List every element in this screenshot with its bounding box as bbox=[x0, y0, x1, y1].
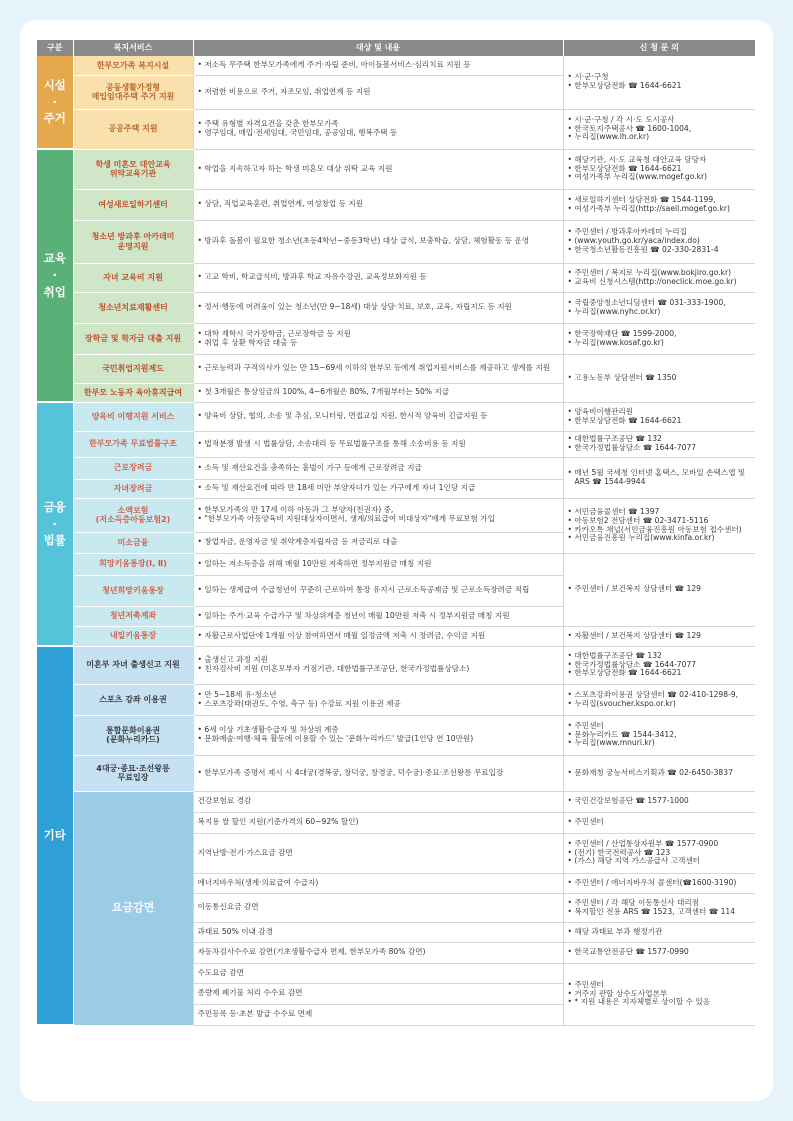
service-name bbox=[73, 715, 193, 755]
apply-info bbox=[563, 646, 755, 684]
service-content bbox=[193, 755, 563, 791]
fee-reduction-label bbox=[73, 791, 193, 1025]
header-category: 구분 bbox=[37, 40, 73, 56]
text-line: • 누리집(svoucher.kspo.or.kr) bbox=[568, 700, 752, 709]
text-line: • 법적분쟁 발생 시 법률상담, 소송대리 등 무료법률구조를 통해 소송비용 등 지원 bbox=[198, 440, 559, 449]
category-cell bbox=[37, 149, 73, 402]
text-line: • (가스) 해당 지역 가스공급사 고객센터 bbox=[568, 857, 752, 866]
service-content bbox=[193, 684, 563, 715]
service-name bbox=[73, 431, 193, 457]
text-line: • 방과후 돌봄이 필요한 청소년(초등4학년~중등3학년) 대상 급식, 보충학습, 상담, 체험활동 등 운영 bbox=[198, 237, 559, 246]
text-line: • 국립중앙청소년디딤센터 ☎ 031-333-1900, bbox=[568, 299, 752, 308]
welfare-table bbox=[37, 40, 755, 1026]
text-line: • 해당기관, 시·도 교육청 대안교육 담당자 bbox=[568, 156, 752, 165]
service-name bbox=[73, 189, 193, 220]
table-row bbox=[37, 323, 755, 354]
apply-info bbox=[563, 402, 755, 431]
service-name bbox=[73, 354, 193, 383]
table-row bbox=[37, 553, 755, 575]
text-line: • 여성가족부 누리집(www.mogef.go.kr) bbox=[568, 173, 752, 182]
text-line: • 한부모상담전화 ☎ 1644-6621 bbox=[568, 669, 752, 678]
text-line: 자녀 교육비 지원 bbox=[103, 272, 163, 282]
service-content bbox=[193, 149, 563, 189]
service-content bbox=[193, 263, 563, 292]
text-line: • 주민센터 bbox=[568, 818, 752, 827]
service-content bbox=[193, 575, 563, 606]
text-line: 한부모 노동자 육아휴직급여 bbox=[83, 387, 183, 397]
text-line: 통합문화이용권 bbox=[105, 725, 161, 735]
service-name bbox=[73, 684, 193, 715]
category-cell bbox=[37, 56, 73, 149]
text-line: • 일하는 저소득층을 위해 매월 10만원 저축하면 정부지원금 매칭 지원 bbox=[198, 560, 559, 569]
text-line: • 한국가정법률상담소 ☎ 1644-7077 bbox=[568, 661, 752, 670]
text-line: 공공주택 지원 bbox=[108, 124, 158, 134]
text-line: • 여성가족부 누리집(http://saeil.mogef.go.kr) bbox=[568, 205, 752, 214]
text-line: · bbox=[52, 94, 57, 109]
fee-item: 과태료 50% 이내 감경 bbox=[193, 922, 563, 942]
text-line: • 출생신고 과정 지원 bbox=[198, 656, 559, 665]
text-line: 청년저축계좌 bbox=[109, 611, 157, 621]
text-line: • 6세 이상 기초생활수급자 및 차상위 계층 bbox=[198, 726, 559, 735]
service-name bbox=[73, 323, 193, 354]
apply-info bbox=[563, 189, 755, 220]
text-line: • 매년 5월 국세청 인터넷 홈택스, 모바일 손택스앱 및 ARS ☎ 1544-9944 bbox=[568, 469, 752, 487]
service-content bbox=[193, 323, 563, 354]
apply-info bbox=[563, 149, 755, 189]
text-line: • 한부모가족 증명서 제시 시 4대궁(경복궁, 창덕궁, 창경궁, 덕수궁)·종묘·조선왕릉 무료입장 bbox=[198, 769, 559, 778]
service-content bbox=[193, 715, 563, 755]
apply-info bbox=[563, 56, 755, 109]
service-content bbox=[193, 189, 563, 220]
text-line: 위탁교육기관 bbox=[109, 169, 157, 178]
text-line: 한부모가족 복지시설 bbox=[96, 60, 170, 70]
text-line: 양육비 이행지원 서비스 bbox=[91, 411, 175, 421]
text-line: 한부모가족 무료법률구조 bbox=[89, 439, 177, 449]
text-line: • 근로능력과 구직의사가 있는 만 15~69세 이하의 한부모 등에게 취업지원서비스를 제공하고 생계를 지원 bbox=[198, 364, 559, 373]
service-name bbox=[73, 149, 193, 189]
apply-info bbox=[563, 755, 755, 791]
service-name bbox=[73, 606, 193, 626]
text-line: • 저렴한 비용으로 주거, 자조모임, 취업연계 등 지원 bbox=[198, 88, 559, 97]
text-line: • 한부모상담전화 ☎ 1644-6621 bbox=[568, 417, 752, 426]
apply-info bbox=[563, 833, 755, 873]
table-row bbox=[37, 457, 755, 479]
service-name bbox=[73, 553, 193, 575]
text-line: • 국민건강보험공단 ☎ 1577-1000 bbox=[568, 797, 752, 806]
table-row bbox=[37, 431, 755, 457]
service-content bbox=[193, 56, 563, 75]
text-line: • 새로일하기센터 상담전화 ☎ 1544-1199, bbox=[568, 196, 752, 205]
fee-item: 종량제 폐기물 처리 수수료 감면 bbox=[193, 983, 563, 1004]
fee-item: 자동차검사수수료 감면(기초생활수급자 면제, 한부모가족 80% 감면) bbox=[193, 942, 563, 963]
text-line: 매입임대주택 주거 지원 bbox=[91, 92, 175, 101]
table-row bbox=[37, 189, 755, 220]
text-line: • (www.youth.go.kr/yaca/index.do) bbox=[568, 237, 752, 246]
text-line: • 거주지 관할 상수도사업본부 bbox=[568, 990, 752, 999]
text-line: • 스포츠강좌이용권 상담센터 ☎ 02-410-1298-9, bbox=[568, 691, 752, 700]
text-line: • 주민센터 / 보건복지 상담센터 ☎ 129 bbox=[568, 585, 752, 594]
text-line: 근로장려금 bbox=[113, 463, 153, 473]
text-line: • 주민센터 bbox=[568, 722, 752, 731]
text-line: 미소금융 bbox=[117, 537, 149, 547]
text-line: 희망키움통장(Ⅰ, Ⅱ) bbox=[99, 559, 167, 569]
apply-info bbox=[563, 684, 755, 715]
apply-info bbox=[563, 323, 755, 354]
table-row bbox=[37, 626, 755, 646]
text-line: 여성새로일하기센터 bbox=[98, 199, 168, 209]
text-line: • 첫 3개월은 통상임금의 100%, 4~6개월은 80%, 7개월부터는 50% 지급 bbox=[198, 388, 559, 397]
table-row bbox=[37, 109, 755, 149]
service-content bbox=[193, 532, 563, 553]
text-line: 주거 bbox=[43, 111, 66, 126]
category-cell bbox=[37, 646, 73, 1025]
text-line: • 한국교통안전공단 ☎ 1577-0990 bbox=[568, 948, 752, 957]
text-line: • 대한법률구조공단 ☎ 132 bbox=[568, 652, 752, 661]
text-line: • 해당 과태료 부과 행정기관 bbox=[568, 928, 752, 937]
text-line: 요금감면 bbox=[111, 900, 155, 914]
text-line: 4대궁·종묘·조선왕릉 bbox=[96, 763, 170, 773]
text-line: • 문화누리카드 ☎ 1544-3412, bbox=[568, 731, 752, 740]
table-row bbox=[37, 755, 755, 791]
apply-info bbox=[563, 626, 755, 646]
text-line: • "한부모가족 아동양육비 지원대상자이면서, 생계/의료급여 비대상자"에게 무료보험 가입 bbox=[198, 515, 559, 524]
text-line: • 소득 및 재산요건에 따라 만 18세 미만 부양자녀가 있는 가구에게 자녀 1인당 지급 bbox=[198, 484, 559, 493]
service-content bbox=[193, 606, 563, 626]
text-line: 기타 bbox=[43, 828, 66, 843]
text-line: • 누리집(www.kosaf.go.kr) bbox=[568, 339, 752, 348]
text-line: 청년희망키움통장 bbox=[102, 585, 164, 595]
service-content bbox=[193, 220, 563, 263]
text-line: • (전기) 한국전력공사 ☎ 123 bbox=[568, 849, 752, 858]
text-line: • 소득 및 재산요건을 충족하는 홑벌이 가구 등에게 근로장려금 지급 bbox=[198, 464, 559, 473]
service-name bbox=[73, 532, 193, 553]
table-row bbox=[37, 684, 755, 715]
text-line: • 한국가정법률상담소 ☎ 1644-7077 bbox=[568, 444, 752, 453]
text-line: • 주민센터 / 각 해당 이동통신사 대리점 bbox=[568, 899, 752, 908]
apply-info bbox=[563, 873, 755, 893]
service-content bbox=[193, 292, 563, 323]
service-name bbox=[73, 56, 193, 75]
text-line: • 아동보험2 전담센터 ☎ 02-3471-5116 bbox=[568, 517, 752, 526]
text-line: • 누리집(www.mnuri.kr) bbox=[568, 739, 752, 748]
text-line: • 한국토지주택공사 ☎ 1600-1004, bbox=[568, 125, 752, 134]
text-line: • 양육비 상담, 협의, 소송 및 추심, 모니터링, 면접교섭 지원, 한시적 양육비 긴급지원 등 bbox=[198, 412, 559, 421]
category-cell bbox=[37, 402, 73, 646]
text-line: • 서민금융콜센터 ☎ 1397 bbox=[568, 508, 752, 517]
text-line: 공동생활가정형 bbox=[105, 82, 161, 92]
text-line: 미혼부 자녀 출생신고 지원 bbox=[86, 660, 180, 670]
text-line: · bbox=[52, 268, 57, 283]
fee-item: 이동통신요금 감면 bbox=[193, 893, 563, 922]
service-content bbox=[193, 479, 563, 498]
apply-info bbox=[563, 292, 755, 323]
apply-info bbox=[563, 431, 755, 457]
header-service: 복지서비스 bbox=[73, 40, 193, 56]
service-content bbox=[193, 646, 563, 684]
service-name bbox=[73, 479, 193, 498]
service-content bbox=[193, 354, 563, 383]
service-name bbox=[73, 626, 193, 646]
table-row bbox=[37, 498, 755, 532]
apply-info bbox=[563, 220, 755, 263]
header-content: 대상 및 내용 bbox=[193, 40, 563, 56]
text-line: • 복지할인 전용 ARS ☎ 1523, 고객센터 ☎ 114 bbox=[568, 908, 752, 917]
service-name bbox=[73, 575, 193, 606]
text-line: • 영구임대, 매입·전세임대, 국민임대, 공공임대, 행복주택 등 bbox=[198, 129, 559, 138]
table-row bbox=[37, 402, 755, 431]
text-line: • 양육비이행관리원 bbox=[568, 408, 752, 417]
text-line: • 시·군·구청 / 각 시·도 도시공사 bbox=[568, 116, 752, 125]
text-line: • 고교 학비, 학교급식비, 방과후 학교 자유수강권, 교육정보화지원 등 bbox=[198, 273, 559, 282]
text-line: • 한국장학재단 ☎ 1599-2000, bbox=[568, 330, 752, 339]
table-row bbox=[37, 263, 755, 292]
text-line: • 한부모가족의 만 17세 이하 아동과 그 부양자(친권자) 중, bbox=[198, 506, 559, 515]
text-line: • 주민센터 / 방과후아카데미 누리집 bbox=[568, 228, 752, 237]
apply-info bbox=[563, 457, 755, 498]
text-line: • 문화재청 궁능서비스기획과 ☎ 02-6450-3837 bbox=[568, 769, 752, 778]
apply-info bbox=[563, 498, 755, 553]
service-content bbox=[193, 457, 563, 479]
text-line: • 자활근로사업단에 1개월 이상 참여하면서 매월 일정금액 저축 시 장려금, 수익금 지원 bbox=[198, 632, 559, 641]
text-line: • 자활센터 / 보건복지 상담센터 ☎ 129 bbox=[568, 632, 752, 641]
text-line: 법률 bbox=[43, 533, 66, 548]
text-line: 소액보험 bbox=[117, 505, 149, 515]
text-line: • 만 5~18세 유·청소년 bbox=[198, 691, 559, 700]
apply-info bbox=[563, 942, 755, 963]
text-line: • 일하는 주거·교육 수급가구 및 차상위계층 청년이 매월 10만원 저축 시 정부지원금 매칭 지원 bbox=[198, 612, 559, 621]
text-line: • 주민센터 / 복지로 누리집(www.bokjiro.go.kr) bbox=[568, 269, 752, 278]
text-line: 시설 bbox=[43, 77, 66, 92]
text-line: • 한부모상담전화 ☎ 1644-6621 bbox=[568, 165, 752, 174]
apply-info bbox=[563, 791, 755, 812]
text-line: • 주민센터 / 산업통상자원부 ☎ 1577-0900 bbox=[568, 840, 752, 849]
text-line: • 주민센터 / 에너지바우처 콜센터(☎1600-3190) bbox=[568, 879, 752, 888]
service-name bbox=[73, 292, 193, 323]
text-line: • 한부모상담전화 ☎ 1644-6621 bbox=[568, 82, 752, 91]
service-name bbox=[73, 646, 193, 684]
service-name bbox=[73, 383, 193, 402]
table-row bbox=[37, 354, 755, 383]
apply-info bbox=[563, 354, 755, 402]
service-content bbox=[193, 109, 563, 149]
text-line: • 스포츠강좌(태권도, 수영, 축구 등) 수강료 지원 이용권 제공 bbox=[198, 700, 559, 709]
service-name bbox=[73, 498, 193, 532]
apply-info bbox=[563, 553, 755, 626]
fee-item: 수도요금 감면 bbox=[193, 963, 563, 983]
service-content bbox=[193, 626, 563, 646]
text-line: • 취업 후 상환 학자금 대출 등 bbox=[198, 339, 559, 348]
text-line: 국민취업지원제도 bbox=[102, 363, 164, 373]
text-line: 교육 bbox=[43, 251, 66, 266]
text-line: • 누리집(www.nyhc.or.kr) bbox=[568, 308, 752, 317]
text-line: • 문화예술·여행·체육 활동에 이용할 수 있는 '문화누리카드' 발급(1인당 연 10만원) bbox=[198, 735, 559, 744]
apply-info bbox=[563, 715, 755, 755]
text-line: • 한국청소년활동진흥원 ☎ 02-330-2831-4 bbox=[568, 246, 752, 255]
table-row bbox=[37, 149, 755, 189]
text-line: • 정서·행동에 어려움이 있는 청소년(만 9~18세) 대상 상담·치료, 보호, 교육, 자립지도 등 지원 bbox=[198, 303, 559, 312]
text-line: • 창업자금, 운영자금 및 취약계층자립자금 등 저금리로 대출 bbox=[198, 538, 559, 547]
text-line: • 카카오톡 채널(서민금융진흥원 아동보험 접수센터) bbox=[568, 526, 752, 535]
text-line: 청소년 방과후 아카데미 bbox=[91, 232, 175, 242]
text-line: 장학금 및 학자금 대출 지원 bbox=[84, 333, 182, 343]
text-line: • 누리집(www.lh.or.kr) bbox=[568, 133, 752, 142]
table-row bbox=[37, 56, 755, 75]
service-name bbox=[73, 109, 193, 149]
service-content bbox=[193, 431, 563, 457]
service-content bbox=[193, 383, 563, 402]
apply-info bbox=[563, 893, 755, 922]
text-line: 취업 bbox=[43, 284, 66, 299]
text-line: 청소년치료재활센터 bbox=[98, 302, 168, 312]
text-line: (저소득층아동보험2) bbox=[95, 515, 171, 524]
service-content bbox=[193, 498, 563, 532]
apply-info bbox=[563, 963, 755, 1025]
text-line: 무료입장 bbox=[117, 773, 149, 782]
text-line: • 상담, 직업교육훈련, 취업연계, 여성창업 등 지원 bbox=[198, 200, 559, 209]
service-name bbox=[73, 220, 193, 263]
text-line: 운영지원 bbox=[117, 241, 149, 251]
service-content bbox=[193, 402, 563, 431]
text-line: • 시·군·구청 bbox=[568, 73, 752, 82]
text-line: • 주민센터 bbox=[568, 981, 752, 990]
text-line: • 고용노동부 상담센터 ☎ 1350 bbox=[568, 374, 752, 383]
text-line: • 저소득 무주택 한부모가족에게 주거·자립 준비, 아이돌봄서비스·심리치료 지원 등 bbox=[198, 61, 559, 70]
fee-item: 복지용 쌀 할인 지원(기준가격의 60~92% 할인) bbox=[193, 812, 563, 833]
apply-info bbox=[563, 263, 755, 292]
table-row bbox=[37, 715, 755, 755]
text-line: • * 지원 내용은 지자체별로 상이할 수 있음 bbox=[568, 998, 752, 1007]
apply-info bbox=[563, 109, 755, 149]
fee-item: 건강보험료 경감 bbox=[193, 791, 563, 812]
header-row bbox=[37, 40, 755, 56]
service-name bbox=[73, 75, 193, 109]
service-name bbox=[73, 263, 193, 292]
text-line: 자녀장려금 bbox=[113, 483, 153, 493]
text-line: 스포츠 강좌 이용권 bbox=[99, 694, 167, 704]
text-line: 금융 bbox=[43, 499, 66, 514]
text-line: • 친자검사비 지원 (미혼모부자 거점기관, 대한법률구조공단, 한국가정법률상담소) bbox=[198, 665, 559, 674]
apply-info bbox=[563, 922, 755, 942]
text-line: (문화누리카드) bbox=[106, 735, 160, 744]
text-line: • 대학 재학시 국가장학금, 근로장학금 등 지원 bbox=[198, 330, 559, 339]
text-line: • 서민금융진흥원 누리집(www.kinfa.or.kr) bbox=[568, 534, 752, 543]
table-row bbox=[37, 791, 755, 812]
header-apply: 신 청 문 의 bbox=[563, 40, 755, 56]
text-line: • 일하는 생계급여 수급청년이 꾸준히 근로하여 통장 유지시 근로소득공제금 및 근로소득장려금 적립 bbox=[198, 586, 559, 595]
fee-item: 에너지바우처(생계·의료급여 수급자) bbox=[193, 873, 563, 893]
fee-item: 지역난방·전기·가스요금 감면 bbox=[193, 833, 563, 873]
text-line: 내일키움통장 bbox=[109, 631, 157, 641]
text-line: • 교육비 신청시스템(http://oneclick.moe.go.kr) bbox=[568, 278, 752, 287]
text-line: · bbox=[52, 516, 57, 531]
service-content bbox=[193, 75, 563, 109]
table-row bbox=[37, 220, 755, 263]
service-name bbox=[73, 402, 193, 431]
text-line: • 학업을 지속하고자 하는 학생 미혼모 대상 위탁 교육 지원 bbox=[198, 165, 559, 174]
service-name bbox=[73, 457, 193, 479]
apply-info bbox=[563, 812, 755, 833]
table-row bbox=[37, 646, 755, 684]
text-line: • 대한법률구조공단 ☎ 132 bbox=[568, 435, 752, 444]
text-line: 학생 미혼모 대안교육 bbox=[95, 159, 171, 169]
service-name bbox=[73, 755, 193, 791]
fee-item: 주민등록 등·초본 발급 수수료 면제 bbox=[193, 1004, 563, 1025]
table-row bbox=[37, 292, 755, 323]
service-content bbox=[193, 553, 563, 575]
text-line: • 주택 유형별 자격요건을 갖춘 한부모가족 bbox=[198, 120, 559, 129]
